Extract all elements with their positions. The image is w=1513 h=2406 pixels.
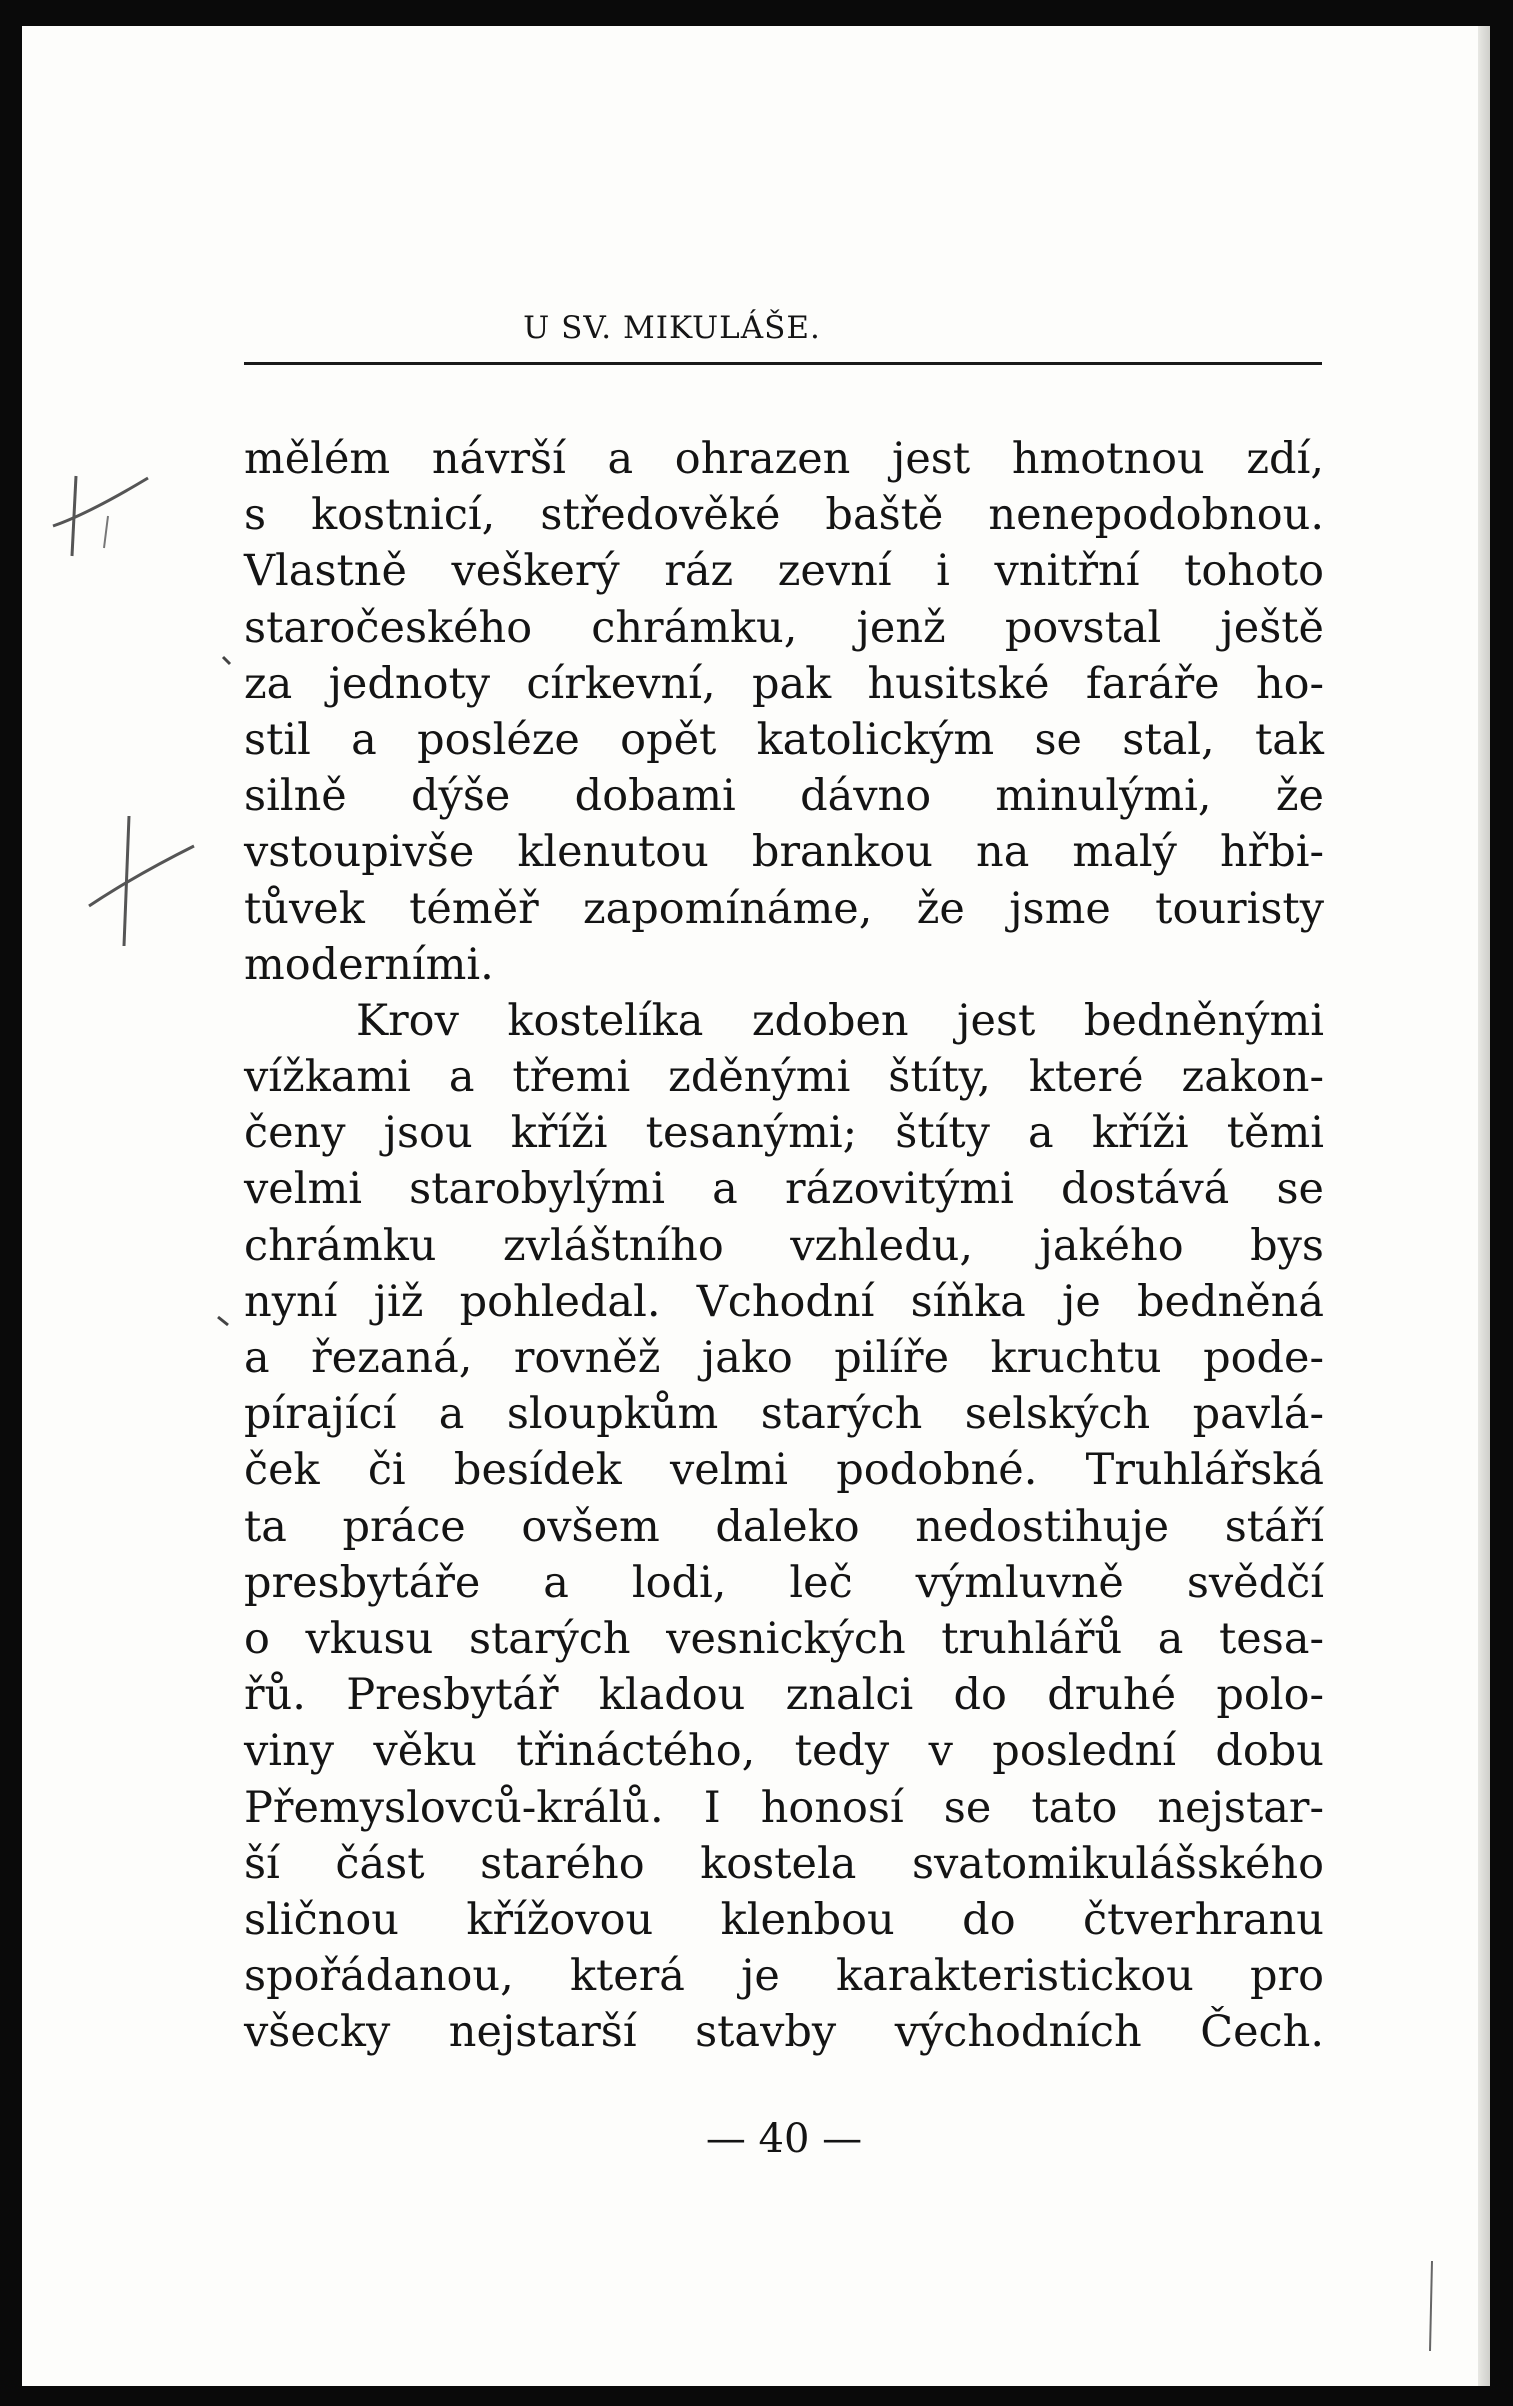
text-line: pírající a sloupkům starých selských pavlá- bbox=[244, 1389, 1324, 1440]
pencil-cross-mark-icon bbox=[84, 806, 204, 956]
text-line: s kostnicí, středověké baště nenepodobnou. bbox=[244, 490, 1324, 541]
text-line: za jednoty církevní, pak husitské faráře ho- bbox=[244, 658, 1324, 709]
text-line: sličnou křížovou klenbou do čtverhranu bbox=[244, 1894, 1324, 1945]
text-line: Vlastně veškerý ráz zevní i vnitřní tohoto bbox=[244, 546, 1324, 597]
margin-tick-icon bbox=[218, 652, 238, 672]
text-line: chrámku zvláštního vzhledu, jakého bys bbox=[244, 1220, 1324, 1271]
text-line: silně dýše dobami dávno minulými, že bbox=[244, 771, 1324, 822]
text-line: stil a posléze opět katolickým se stal, tak bbox=[244, 714, 1324, 765]
pencil-cross-mark-icon bbox=[48, 456, 168, 566]
page-number: — 40 — bbox=[705, 2116, 863, 2162]
text-line: moderními. bbox=[244, 939, 494, 990]
text-line: mělém návrší a ohrazen jest hmotnou zdí, bbox=[244, 434, 1324, 484]
book-page bbox=[22, 26, 1490, 2386]
text-line: čeny jsou kříži tesanými; štíty a kříži těmi bbox=[244, 1108, 1324, 1159]
body-text bbox=[244, 431, 1324, 2060]
text-line: ší část starého kostela svatomikulášského bbox=[244, 1838, 1324, 1889]
text-line: presbytáře a lodi, leč výmluvně svědčí bbox=[244, 1557, 1324, 1608]
text-line: viny věku třináctého, tedy v poslední dobu bbox=[244, 1726, 1324, 1777]
text-line: spořádanou, která je karakteristickou pro bbox=[244, 1951, 1324, 2002]
text-line: Přemyslovců-králů. I honosí se tato nejstar- bbox=[244, 1782, 1324, 1833]
text-line: o vkusu starých vesnických truhlářů a tesa- bbox=[244, 1613, 1324, 1664]
text-line: vížkami a třemi zděnými štíty, které zakon- bbox=[244, 1052, 1324, 1103]
pencil-line-icon bbox=[1418, 2256, 1448, 2356]
text-line: a řezaná, rovněž jako pilíře kruchtu pode- bbox=[244, 1333, 1324, 1383]
text-line: tůvek téměř zapomínáme, že jsme touristy bbox=[244, 883, 1324, 934]
text-line: všecky nejstarší stavby východních Čech. bbox=[244, 2007, 1324, 2058]
text-line: staročeského chrámku, jenž povstal ještě bbox=[244, 602, 1324, 653]
text-line: ta práce ovšem daleko nedostihuje stáří bbox=[244, 1501, 1324, 1552]
page-edge bbox=[1478, 26, 1490, 2386]
running-head: U SV. MIKULÁŠE. bbox=[523, 310, 821, 346]
text-line: ček či besídek velmi podobné. Truhlářská bbox=[244, 1445, 1324, 1496]
text-line: vstoupivše klenutou brankou na malý hřbi- bbox=[244, 827, 1324, 878]
header-rule bbox=[244, 362, 1322, 365]
text-line: Krov kostelíka zdoben jest bedněnými bbox=[356, 995, 1324, 1046]
text-line: řů. Presbytář kladou znalci do druhé polo- bbox=[244, 1670, 1324, 1721]
text-line: nyní již pohledal. Vchodní síňka je bedněná bbox=[244, 1276, 1324, 1327]
margin-tick-icon bbox=[214, 1311, 234, 1331]
text-line: velmi starobylými a rázovitými dostává se bbox=[244, 1164, 1324, 1215]
